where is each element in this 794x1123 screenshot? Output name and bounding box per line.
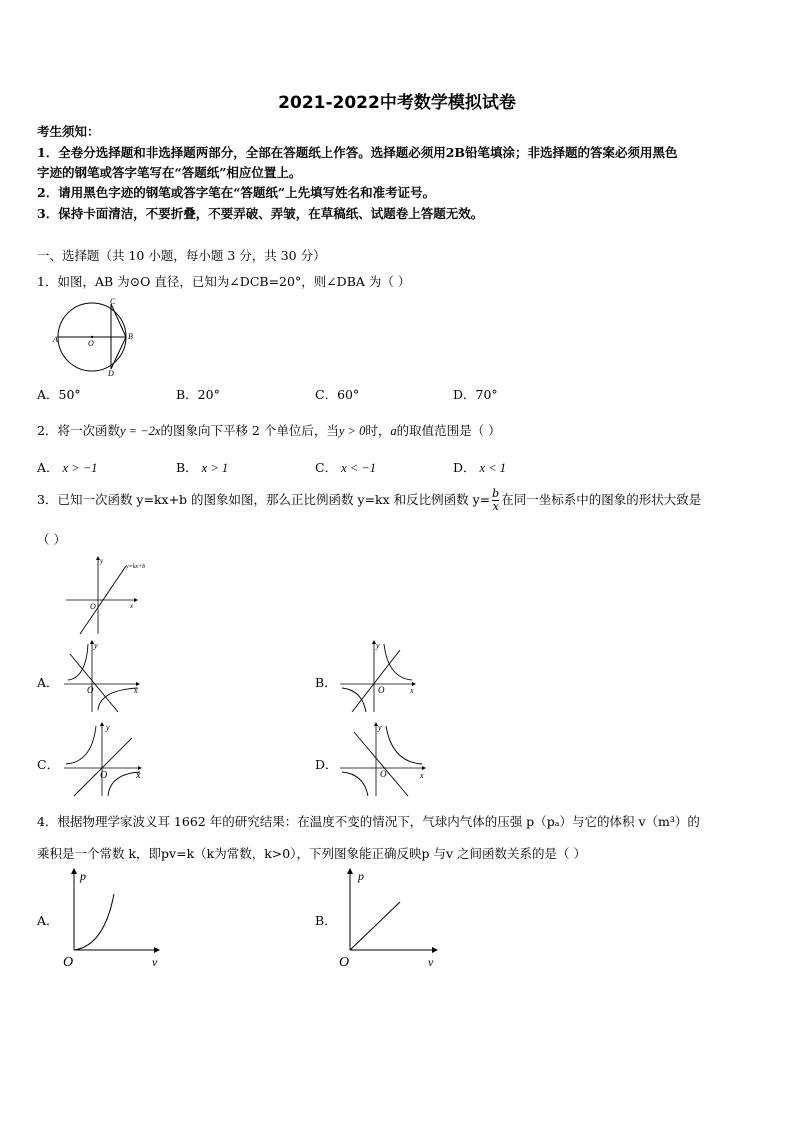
q3-line-label: y=kx+b	[126, 564, 146, 570]
q3-option-a-label: A．	[37, 675, 59, 690]
q3-given-graph	[62, 554, 162, 636]
q3-paren: （ ）	[37, 532, 66, 547]
notice-item-2: 2．请用黑色字迹的钢笔或答字笔在“答题纸”上先填写姓名和准考证号。	[37, 185, 436, 200]
q3-stem-a: 3．已知一次函数 y=kx+b 的图象如图，那么正比例函数 y=kx 和反比例函数 y=	[37, 492, 491, 507]
section-heading: 一、选择题（共 10 小题，每小题 3 分，共 30 分）	[37, 248, 326, 263]
q2-stem-b: 的图象向下平移 2 个单位后，当	[160, 423, 339, 438]
notice-item-1a: 1．全卷分选择题和非选择题两部分，全部在答题纸上作答。选择题必须用2B铅笔填涂；非选择题的答案必须用黑色	[37, 145, 678, 160]
q4-option-a-label: A．	[37, 913, 59, 928]
q1-option-d: D．70°	[453, 387, 498, 402]
q1-label-d: D	[108, 369, 114, 376]
q2-option-b: B． x > 1	[176, 460, 229, 475]
svg-text:O: O	[378, 685, 385, 695]
q2-stem-d: 的取值范围是（ ）	[396, 423, 501, 438]
q2-equation: y = −2x	[119, 424, 161, 438]
q1-label-c: C	[110, 298, 116, 306]
q3-stem-b: 在同一坐标系中的图象的形状大致是	[501, 492, 702, 507]
svg-text:x: x	[420, 771, 424, 780]
q3-option-d-graph	[338, 722, 430, 798]
q2-option-c: C． x < −1	[315, 460, 376, 475]
svg-text:O: O	[87, 685, 94, 695]
svg-text:x: x	[136, 770, 141, 781]
q3-option-b-label: B．	[315, 675, 337, 690]
notice-item-3: 3．保持卡面清洁，不要折叠，不要弄破、弄皱，在草稿纸、试题卷上答题无效。	[37, 206, 484, 221]
q1-label-o: O	[88, 339, 94, 348]
q2-option-a: A． x > −1	[37, 460, 98, 475]
q2-stem-c: 时，	[365, 423, 391, 438]
svg-text:O: O	[100, 770, 108, 781]
svg-text:O: O	[380, 769, 387, 779]
q3-stem	[37, 488, 701, 513]
svg-text:v: v	[428, 955, 434, 969]
q3-option-a-graph	[62, 640, 144, 714]
q1-label-a: A	[53, 335, 58, 344]
q4-line2: 乘积是一个常数 k，即pv=k（k为常数，k>0），下列图象能正确反映p 与v 之间函数关系的是（ ）	[37, 846, 586, 861]
svg-text:p: p	[358, 869, 364, 883]
notice-item-1b: 字迹的钢笔或答字笔写在“答题纸”相应位置上。	[37, 165, 302, 180]
q3-option-d-label: D．	[315, 757, 338, 772]
q1-option-b: B．20°	[176, 387, 220, 402]
q3-option-c-graph	[62, 722, 146, 798]
q4-option-b-label: B．	[315, 913, 337, 928]
q2-option-d: D． x < 1	[453, 460, 506, 475]
q3-fraction: $\frac{b}{x}$	[492, 487, 500, 513]
svg-text:x: x	[410, 686, 414, 695]
q2-stem-a: 2．将一次函数	[37, 423, 120, 438]
svg-text:y: y	[106, 723, 110, 732]
svg-text:O: O	[90, 602, 96, 611]
q2-variable: a	[390, 424, 397, 438]
svg-text:O: O	[63, 955, 74, 970]
q4-option-b-graph	[336, 866, 442, 970]
svg-text:y: y	[100, 557, 104, 565]
q2-condition: y > 0	[338, 424, 366, 438]
q4-option-a-graph	[60, 866, 164, 970]
svg-text:x: x	[130, 602, 134, 610]
q1-label-b: B	[128, 332, 133, 341]
svg-text:O: O	[339, 955, 350, 970]
q3-option-c-label: C．	[37, 757, 60, 772]
svg-text:p: p	[80, 869, 86, 883]
svg-text:v: v	[152, 955, 158, 969]
q2-stem	[37, 421, 501, 439]
q1-circle-figure	[52, 298, 142, 376]
page-title: 2021-2022中考数学模拟试卷	[278, 93, 516, 113]
q3-option-b-graph	[338, 640, 420, 714]
q1-option-c: C．60°	[315, 387, 360, 402]
svg-text:y: y	[94, 641, 98, 650]
q1-stem: 1．如图，AB 为⊙O 直径，已知为∠DCB=20°，则∠DBA 为（ ）	[37, 274, 411, 289]
q4-line1: 4．根据物理学家波义耳 1662 年的研究结果：在温度不变的情况下，气球内气体的压强 p（pₐ）与它的体积 v（m³）的	[37, 814, 700, 829]
q1-option-a: A．50°	[37, 387, 81, 402]
svg-text:y: y	[376, 641, 380, 650]
notice-heading: 考生须知：	[37, 124, 100, 139]
svg-text:y: y	[378, 723, 382, 732]
svg-text:x: x	[134, 686, 138, 695]
